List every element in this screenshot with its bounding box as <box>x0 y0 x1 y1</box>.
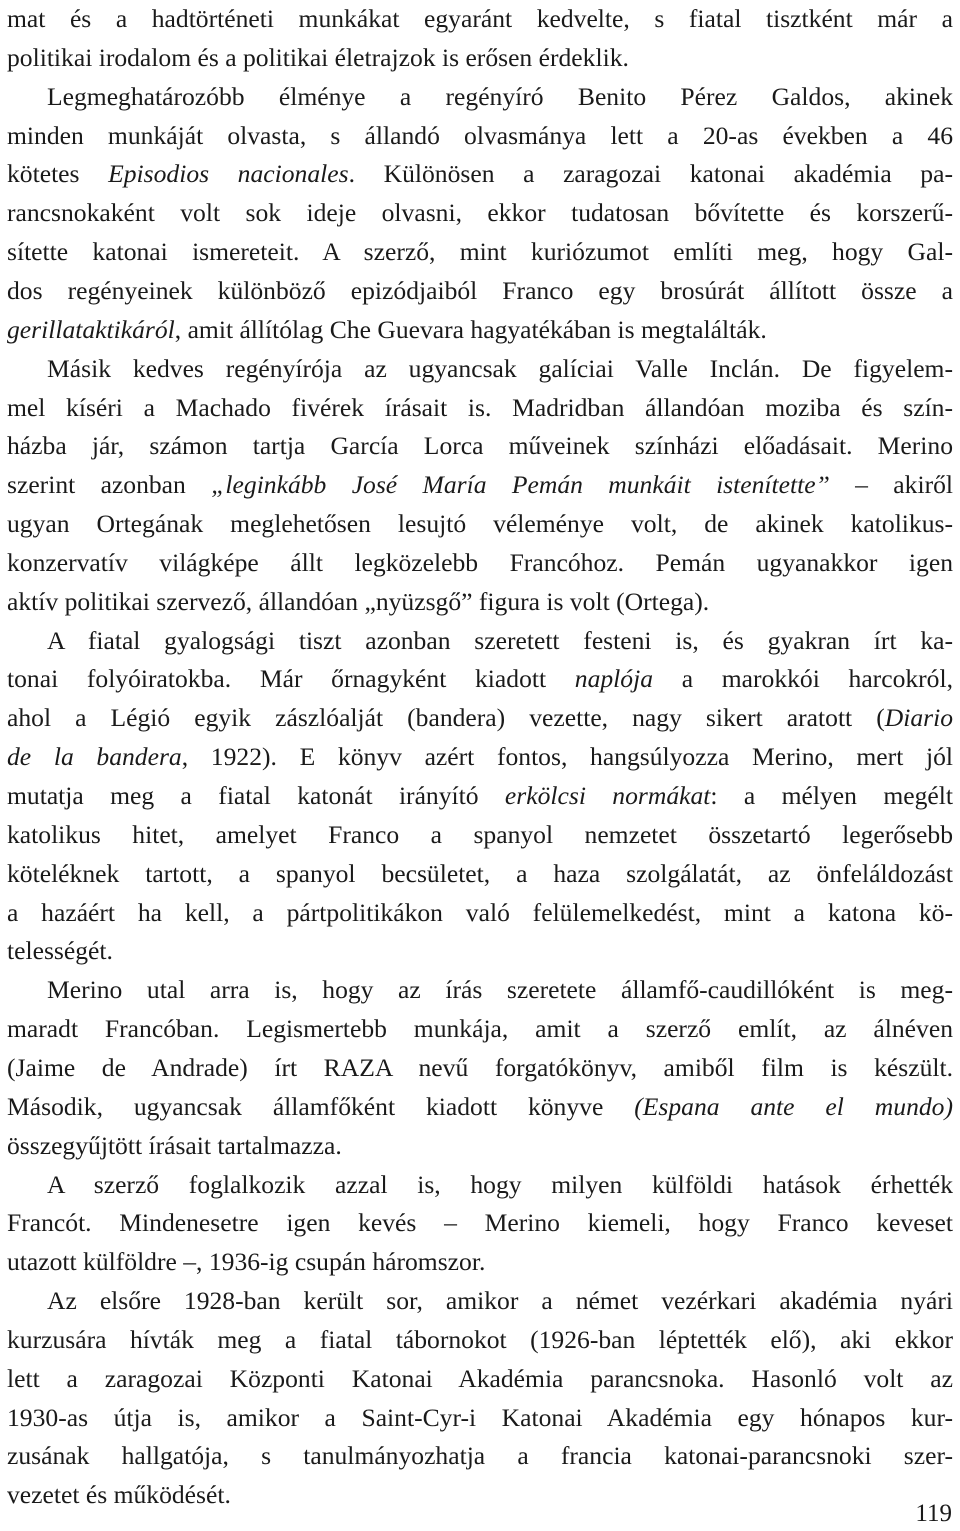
text-segment: rancsnokaként volt sok ideje olvasni, ekkor tudatosan bővítette és korszerű- <box>7 198 953 228</box>
text-line <box>7 856 953 892</box>
text-segment: lett a zaragozai Központi Katonai Akadémia parancsnoka. Hasonló volt az <box>7 1363 953 1393</box>
text-segment: (Jaime de Andrade) írt RAZA nevű forgatókönyv, amiből film is készült. <box>7 1052 953 1082</box>
text-segment: Az elsőre 1928-ban került sor, amikor a német vezérkari akadémia nyári <box>47 1286 953 1316</box>
text-segment: Másik kedves regényírója az ugyancsak galíciai Valle Inclán. De figyelem- <box>47 353 953 383</box>
text-segment: ugyan Ortegának meglehetősen lesujtó véleménye volt, de akinek katolikus- <box>7 509 953 539</box>
text-segment: politikai irodalom és a politikai életrajzok is erősen érdeklik. <box>7 42 629 72</box>
page-number: 119 <box>915 1500 952 1527</box>
text-segment: aktív politikai szervező, állandóan „nyüzsgő” figura is volt (Ortega). <box>7 586 710 616</box>
text-segment: maradt Francóban. Legismertebb munkája, amit a szerző említ, az álnéven <box>7 1014 953 1044</box>
text-segment: zusának hallgatója, s tanulmányozhatja a francia katonai-parancsnoki szer- <box>7 1441 953 1471</box>
text-segment: Merino utal arra is, hogy az írás szeretete államfő-caudillóként is meg- <box>47 975 953 1005</box>
text-line <box>7 234 953 270</box>
text-line <box>47 1167 953 1203</box>
text-segment: katolikus hitet, amelyet Franco a spanyol nemzetet összetartó legerősebb <box>7 819 953 849</box>
text-segment: utazott külföldre –, 1936-ig csupán háromszor. <box>7 1247 486 1277</box>
italic-text: naplója <box>574 664 653 694</box>
text-segment: , 1922). E könyv azért fontos, hangsúlyozza Merino, mert jól <box>181 742 953 772</box>
text-line <box>7 739 953 775</box>
text-line <box>7 778 953 814</box>
text-segment: A szerző foglalkozik azzal is, hogy milyen külföldi hatások érhették <box>47 1169 953 1199</box>
italic-text: de la bandera <box>7 742 182 772</box>
text-line <box>7 545 953 581</box>
text-line <box>7 467 953 503</box>
text-segment: szerint azonban <box>7 470 212 500</box>
text-line <box>7 1089 953 1125</box>
text-line <box>7 1322 953 1358</box>
text-segment: köteléknek tartott, a spanyol becsületet, a haza szolgálatát, az önfeláldozást <box>7 858 953 888</box>
text-line <box>7 40 953 76</box>
text-segment: vezetet és működését. <box>7 1480 231 1510</box>
text-line <box>7 390 953 426</box>
text-segment: házba jár, számon tartja García Lorca műveinek színházi előadásait. Merino <box>7 431 953 461</box>
text-line <box>7 1244 953 1280</box>
text-line <box>47 972 953 1008</box>
text-segment: ahol a Légió egyik zászlóalját (bandera) vezette, nagy sikert aratott ( <box>7 703 885 733</box>
text-line <box>7 817 953 853</box>
text-segment: összegyűjtött írásait tartalmazza. <box>7 1130 342 1160</box>
text-line <box>7 156 953 192</box>
text-segment: mel kíséri a Machado fivérek írásait is. Madridban állandóan moziba és szín- <box>7 392 953 422</box>
text-line <box>7 195 953 231</box>
text-line <box>7 506 953 542</box>
text-line <box>7 1477 953 1513</box>
text-segment: mutatja meg a fiatal katonát irányító <box>7 781 505 810</box>
text-line <box>7 118 953 154</box>
text-segment: – akiről <box>829 470 953 500</box>
text-line <box>47 623 953 659</box>
italic-text: erkölcsi normákat <box>504 781 711 810</box>
text-segment: : a mélyen megélt <box>710 781 953 810</box>
text-segment: kötetes <box>7 159 109 189</box>
text-segment: tonai folyóiratokba. Már őrnagyként kiadott <box>7 664 575 694</box>
text-segment: konzervatív világképe állt legközelebb Francóhoz. Pemán ugyanakkor igen <box>7 547 953 577</box>
text-segment: 1930-as útja is, amikor a Saint-Cyr-i Katonai Akadémia egy hónapos kur- <box>7 1402 953 1432</box>
text-line <box>7 895 953 931</box>
text-segment: Legmeghatározóbb élménye a regényíró Benito Pérez Galdos, akinek <box>47 81 953 111</box>
text-segment: a marokkói harcokról, <box>653 664 953 694</box>
text-line <box>7 700 953 736</box>
text-segment: telességét. <box>7 936 113 966</box>
text-segment: Második, ugyancsak államfőként kiadott könyve <box>7 1091 635 1121</box>
text-line <box>7 1050 953 1086</box>
text-line <box>7 1438 953 1474</box>
text-line <box>7 1205 953 1241</box>
italic-text: (Espana ante el mundo) <box>634 1091 953 1121</box>
text-line <box>7 1011 953 1047</box>
text-line <box>7 584 953 620</box>
text-line <box>47 79 953 115</box>
text-segment: A fiatal gyalogsági tiszt azonban szeretett festeni is, és gyakran írt ka- <box>47 625 953 655</box>
italic-text: gerillataktikáról <box>7 314 175 344</box>
text-line <box>47 1283 953 1319</box>
text-segment: kurzusára hívták meg a fiatal tábornokot (1926-ban léptették elő), aki ekkor <box>7 1324 953 1354</box>
text-line <box>7 1400 953 1436</box>
text-line <box>7 933 953 969</box>
italic-text: „leginkább José María Pemán munkáit istenítette” <box>211 470 830 500</box>
text-segment: Francót. Mindenesetre igen kevés – Merino kiemeli, hogy Franco keveset <box>7 1208 953 1238</box>
text-segment: dos regényeinek különböző epizódjaiból Franco egy brosúrát állított össze a <box>7 275 953 305</box>
text-segment: a hazáért ha kell, a pártpolitikákon való felülemelkedést, mint a katona kö- <box>7 897 953 927</box>
text-segment: mat és a hadtörténeti munkákat egyaránt kedvelte, s fiatal tisztként már a <box>7 4 953 33</box>
text-line <box>7 312 953 348</box>
text-line <box>7 273 953 309</box>
text-line <box>7 428 953 464</box>
text-line <box>7 661 953 697</box>
text-line <box>7 1 953 37</box>
text-segment: sítette katonai ismereteit. A szerző, mint kuriózumot említi meg, hogy Gal- <box>7 237 953 267</box>
text-segment: , amit állítólag Che Guevara hagyatékában is megtalálták. <box>174 314 767 344</box>
text-segment: minden munkáját olvasta, s állandó olvasmánya lett a 20-as években a 46 <box>7 120 953 150</box>
italic-text: Episodios nacionales <box>108 159 349 189</box>
italic-text: Diario <box>884 703 953 733</box>
text-line <box>7 1128 953 1164</box>
text-line <box>7 1361 953 1397</box>
text-segment: . Különösen a zaragozai katonai akadémia pa- <box>348 159 953 189</box>
text-line <box>47 351 953 387</box>
